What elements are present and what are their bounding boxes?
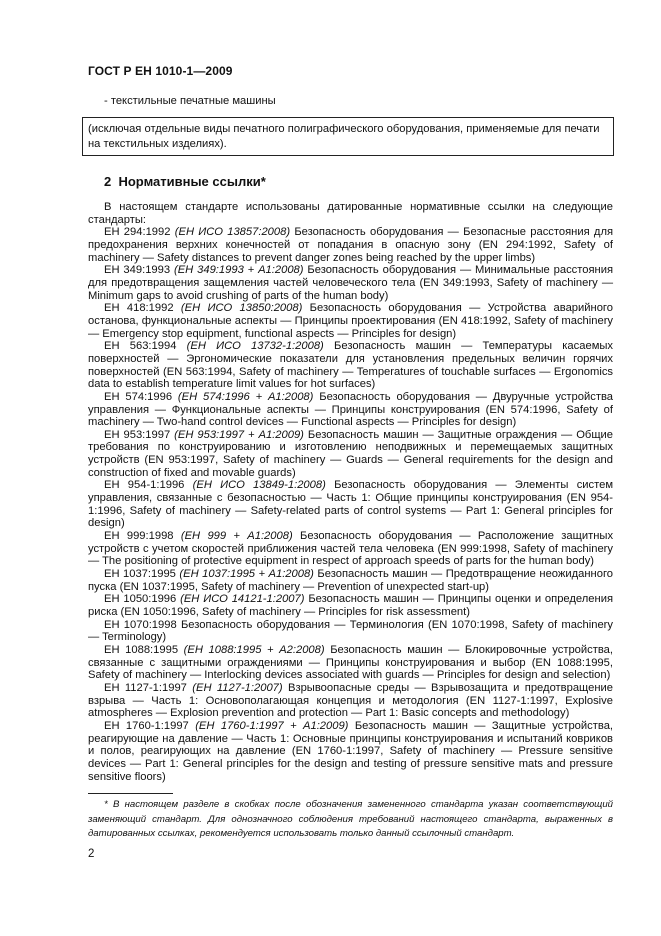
ref-title-ru: Безопасность оборудования — Устройства аварийного останова, функциональные аспекты — Принципы проектирования: [88, 302, 613, 327]
reference-item: [88, 429, 613, 480]
note-box: (исключая отдельные виды печатного полиграфического оборудования, применяемые для печати на текстильных изделиях).: [82, 117, 614, 156]
ref-title-ru: Безопасность оборудования — Расположение защитных устройств с учетом скоростей приближения частей тела человека: [88, 530, 614, 555]
ref-title-ru: Безопасность машин — Принципы оценки и определения риска: [88, 593, 614, 618]
ref-code: ЕН 1050:1996: [104, 593, 177, 606]
ref-title-ru: Взрывоопасные среды — Взрывозащита и предотвращение взрыва — Часть 1: Основополагающая концепция и методология: [88, 681, 614, 707]
reference-item: [88, 619, 613, 644]
ref-code: ЕН 1127-1:1997: [104, 681, 187, 694]
ref-title-en: (EN 999:1998, Safety of machinery — The positioning of protective equipment in respect of approach speeds of parts for the human body): [88, 542, 613, 568]
ref-code: ЕН 999:1998: [104, 530, 174, 543]
ref-code: ЕН 953:1997: [104, 428, 171, 441]
ref-title-en: (EN 418:1992, Safety of machinery — Emergency stop equipment, functional aspects — Principles for design): [88, 314, 614, 340]
footnote: * В настоящем разделе в скобках после обозначения замененного стандарта указан соответствующий заменяющий стандарт. Для однозначного соблюдения требований настоящего стандарта, выраженных в датированных ссылках, рекомендуется использовать только данный ссылочный стандарт.: [88, 799, 613, 839]
reference-item: [88, 644, 613, 682]
ref-equivalent: (ЕН 1127-1:2007): [192, 681, 283, 694]
section-title: Нормативные ссылки*: [118, 174, 266, 189]
ref-title-en: (EN 954-1:1996, Safety of machinery — Safety-related parts of control systems — Part 1: General principles for design): [88, 492, 613, 530]
ref-title-ru: Безопасность машин — Защитные устройства, реагирующие на давление — Часть 1: Основные принципы конструирования и испытаний ковриков и полов, реагирующих на давление: [88, 719, 614, 758]
ref-equivalent: (ЕН ИСО 13857:2008): [174, 226, 291, 239]
footnote-divider: [88, 793, 173, 794]
section-heading: [104, 174, 266, 189]
ref-title-en: (EN 574:1996, Safety of machinery — Two-hand control devices — Functional aspects — Principles for design): [88, 403, 613, 429]
ref-equivalent: (ЕН 349:1993 + А1:2008): [173, 264, 304, 277]
ref-title-en: (EN 349:1993, Safety of machinery — Minimum gaps to avoid crushing of parts of the human body): [88, 276, 614, 302]
reference-item: [88, 682, 613, 720]
references-body: [88, 201, 613, 783]
ref-title-ru: Безопасность оборудования — Элементы систем управления, связанные с безопасностью — Часть 1: Общие принципы конструирования: [88, 479, 614, 505]
ref-title-ru: Безопасность машин — Блокировочные устройства, связанные с защитными ограждениями — Принципы конструирования и выбор: [88, 643, 614, 669]
ref-code: ЕН 1037:1995: [104, 568, 176, 581]
ref-equivalent: (ЕН 953:1997 + А1:2009): [174, 428, 304, 441]
ref-title-en: (EN 1088:1995, Safety of machinery — Interlocking devices associated with guards — Principles for design and selection): [88, 656, 613, 682]
ref-title-ru: Безопасность оборудования — Минимальные расстояния для предотвращения защемления частей человеческого тела: [88, 264, 614, 289]
ref-title-en: (EN 1050:1996, Safety of machinery — Principles for risk assessment): [120, 606, 470, 618]
ref-title-ru: Безопасность машин — Температуры касаемых поверхностей — Эргономические показатели для установления предельных величин горячих поверхностей: [88, 340, 614, 378]
reference-item: [88, 568, 613, 593]
ref-title-en: (EN 953:1997, Safety of machinery — Guards — General requirements for the design and construction of fixed and movable guards): [88, 454, 613, 479]
list-item: - текстильные печатные машины: [104, 95, 276, 107]
reference-item: [88, 302, 613, 340]
ref-equivalent: (ЕН ИСО 13849-1:2008): [192, 479, 326, 492]
ref-title-en: (EN 1070:1998, Safety of machinery — Terminology): [88, 618, 613, 644]
reference-item: [88, 593, 613, 618]
references-list: [88, 226, 613, 783]
intro-paragraph: В настоящем стандарте использованы датированные нормативные ссылки на следующие стандарты:: [88, 201, 613, 226]
ref-code: ЕН 1760-1:1997: [104, 719, 189, 732]
ref-equivalent: (ЕН ИСО 13732-1:2008): [186, 340, 324, 353]
ref-code: ЕН 294:1992: [104, 226, 171, 239]
ref-equivalent: (ЕН 1037:1995 + А1:2008): [179, 568, 314, 581]
ref-equivalent: (ЕН 574:1996 + А1:2008): [177, 390, 314, 403]
ref-title-en: (EN 1760-1:1997, Safety of machinery — Pressure sensitive devices — Part 1: General principles for the design and testing of pressure sensitive mats and pressure sensitive floors): [88, 745, 613, 783]
reference-item: [88, 479, 613, 530]
ref-title-en: (EN 1127-1:1997, Explosive atmospheres — Explosion prevention and protection — Part 1: Basic concepts and methodology): [88, 694, 613, 720]
section-number: 2: [104, 174, 112, 189]
ref-code: ЕН 574:1996: [104, 390, 173, 403]
reference-item: [88, 391, 613, 429]
ref-title-ru: Безопасность машин — Защитные ограждения — Общие требования по конструированию и изготовлению неподвижных и перемещаемых защитных устройств: [88, 428, 613, 467]
ref-title-en: (EN 563:1994, Safety of machinery — Temperatures of touchable surfaces — Ergonomics data to establish temperature limit values for hot surfaces): [88, 365, 614, 391]
ref-title-ru: Безопасность машин — Предотвращение неожиданного пуска: [88, 568, 613, 593]
reference-item: [88, 530, 613, 568]
page-header: ГОСТ Р ЕН 1010-1—2009: [88, 64, 233, 78]
ref-code: ЕН 563:1994: [104, 340, 177, 353]
ref-equivalent: (ЕН 1760-1:1997 + А1:2009): [195, 719, 349, 732]
reference-item: [88, 340, 613, 391]
ref-code: ЕН 954-1:1996: [104, 479, 185, 492]
ref-title-ru: Безопасность оборудования — Двуручные устройства управления — Функциональные аспекты — Принципы конструирования: [88, 390, 613, 416]
ref-code: ЕН 418:1992: [104, 302, 174, 315]
reference-item: [88, 264, 613, 302]
ref-title-ru: Безопасность оборудования — Терминология: [180, 618, 424, 631]
reference-item: [88, 720, 613, 783]
ref-title-ru: Безопасность оборудования — Безопасные расстояния для предохранения верхних конечностей от попадания в опасную зону: [88, 226, 614, 251]
page-number: 2: [88, 848, 95, 860]
ref-code: ЕН 1088:1995: [104, 643, 179, 656]
ref-equivalent: (ЕН 1088:1995 + А2:2008): [183, 643, 325, 656]
ref-code: ЕН 349:1993: [104, 264, 171, 277]
ref-title-en: (EN 1037:1995, Safety of machinery — Prevention of unexpected start-up): [119, 580, 489, 593]
ref-equivalent: (ЕН 999 + А1:2008): [180, 530, 293, 543]
ref-title-en: (EN 294:1992, Safety of machinery — Safety distances to prevent danger zones being reached by the upper limbs): [88, 238, 613, 264]
ref-code: ЕН 1070:1998: [104, 618, 177, 631]
ref-equivalent: (ЕН ИСО 14121-1:2007): [180, 593, 305, 606]
reference-item: [88, 226, 613, 264]
ref-equivalent: (ЕН ИСО 13850:2008): [180, 302, 303, 315]
